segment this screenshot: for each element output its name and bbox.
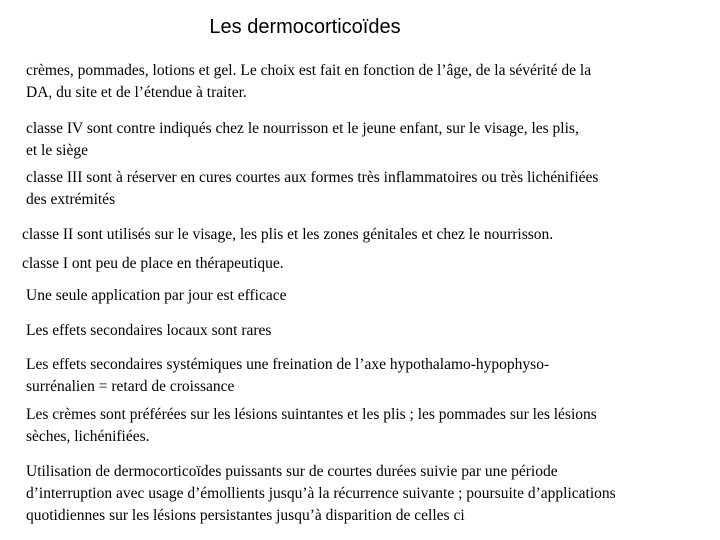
- paragraph-utilisation: [26, 461, 616, 527]
- text-line: et le siège: [26, 142, 88, 159]
- text-line: Les effets secondaires locaux sont rares: [26, 322, 272, 339]
- text-line: Utilisation de dermocorticoïdes puissants sur de courtes durées suivie par une période: [26, 463, 558, 480]
- text-line: DA, du site et de l’étendue à traiter.: [26, 84, 247, 101]
- paragraph-effets-locaux: [26, 320, 271, 342]
- text-line: crèmes, pommades, lotions et gel. Le choix est fait en fonction de l’âge, de la sévérité de la: [26, 62, 592, 79]
- text-line: des extrémités: [26, 191, 116, 208]
- paragraph-classe-iv: [26, 118, 579, 162]
- text-line: classe I ont peu de place en thérapeutique.: [22, 255, 284, 272]
- text-line: surrénalien = retard de croissance: [26, 378, 235, 395]
- paragraph-classe-i: [22, 253, 284, 275]
- text-line: classe IV sont contre indiqués chez le nourrisson et le jeune enfant, sur le visage, les plis,: [26, 120, 579, 137]
- paragraph-cremes-pommades: [26, 404, 597, 448]
- paragraph-classe-iii: [26, 167, 598, 211]
- text-line: classe II sont utilisés sur le visage, les plis et les zones génitales et chez le nourrisson.: [22, 226, 554, 243]
- text-line: d’interruption avec usage d’émollients jusqu’à la récurrence suivante ; poursuite d’applications: [26, 485, 616, 502]
- paragraph-classe-ii: [22, 224, 553, 246]
- text-line: Les crèmes sont préférées sur les lésions suintantes et les plis ; les pommades sur les lésions: [26, 406, 597, 423]
- text-line: Les effets secondaires systémiques une freination de l’axe hypothalamo-hypophyso-: [26, 356, 550, 373]
- paragraph-presentation: [26, 60, 591, 104]
- paragraph-application: [26, 285, 287, 307]
- paragraph-effets-systemiques: [26, 354, 549, 398]
- text-line: Une seule application par jour est efficace: [26, 287, 287, 304]
- text-line: sèches, lichénifiées.: [26, 428, 150, 445]
- text-line: quotidiennes sur les lésions persistantes jusqu’à disparition de celles ci: [26, 507, 465, 524]
- text-line: classe III sont à réserver en cures courtes aux formes très inflammatoires ou très lichénifiées: [26, 169, 599, 186]
- page-title: Les dermocorticoïdes: [209, 16, 401, 38]
